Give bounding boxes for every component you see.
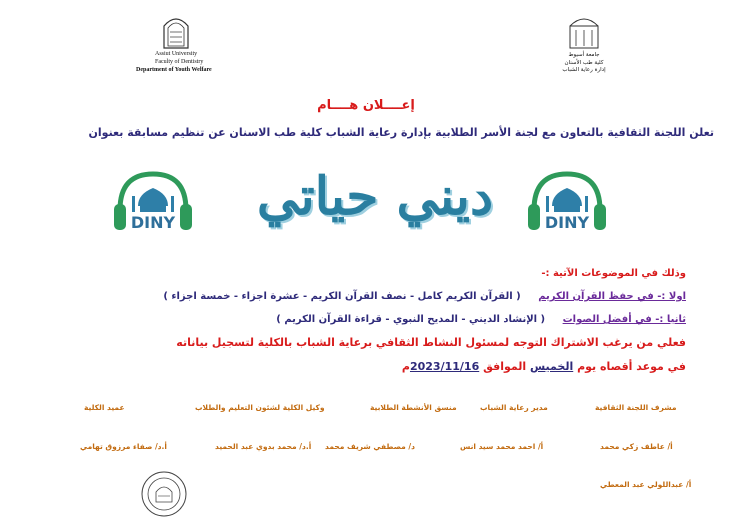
deadline-day: الخميس [529,360,574,373]
signature-name: أ/ احمد محمد سيد انس [460,442,544,451]
intro-text: تعلن اللجنة الثقافية بالتعاون مع لجنة الأسر الطلابية بإدارة رعاية الشباب كلية طب الاسنان عن تنظيم مسابقة بعنوان [88,126,714,139]
signature-name: د/ مصطفي شريف محمد [325,442,415,451]
signature-role: مدير رعاية الشباب [480,403,548,412]
header-right-text [548,52,620,75]
header-right-line: إدارة رعاية الشباب [562,67,606,73]
topic-item-1-detail: ( القرآن الكريم كامل - نصف القرآن الكريم - عشرة اجزاء - خمسة اجزاء ) [163,291,521,302]
signature-name: أ.د/ محمد بدوي عبد الحميد [215,442,312,451]
deadline-text [100,360,686,373]
university-logo-left [160,12,192,50]
signature-name: أ.د/ صفاء مرزوق تهامي [80,442,167,451]
deadline-mid: الموافق [483,360,527,373]
topic-item-1-label: اولا :- في حفظ القرآن الكريم [538,291,686,302]
diny-headphones-icon [522,168,612,238]
signature-role: مشرف اللجنة الثقافية [595,403,677,412]
topic-item-1 [40,291,686,302]
header-right-line: كلية طب الأسنان [564,59,604,66]
announcement-heading: إعــــلان هــــام [317,98,415,113]
deadline-prefix: في موعد أقصاه يوم [577,360,686,373]
header-left-text [136,50,250,74]
deadline-date: 2023/11/16 [409,360,480,373]
official-stamp-icon [140,470,188,518]
header-left-line: Assiut University [155,51,198,57]
header-right-line: جامعة أسيوط [568,52,600,58]
competition-title: ديني حياتي [256,166,494,227]
header-left-line: Department of Youth Welfare [136,67,212,73]
diny-logo-label: DINY [544,213,590,232]
topics-heading: وذلك في الموضوعات الآتية :- [541,268,686,279]
instruction-text: فعلي من يرغب الاشتراك التوجه لمسئول النشاط الثقافي برعاية الشباب بالكلية لتسجيل بياناته [176,336,686,349]
signature-role: عميد الكلية [84,403,125,412]
topic-item-2-detail: ( الإنشاد الديني - المديح النبوي - قراءة القرآن الكريم ) [276,314,546,325]
deadline-suffix: م [401,360,410,373]
diny-logo-label: DINY [130,213,176,232]
topic-item-2 [100,314,686,325]
topic-item-2-label: ثانيا :- في أفضل الصوات [562,314,686,325]
signature-name-extra: أ/ عبداللولي عبد المعطي [600,480,692,489]
signature-role: وكيل الكلية لشئون التعليم والطلاب [195,403,325,412]
header-left-line: Faculty of Dentistry [155,59,204,65]
signature-role: منسق الأنشطة الطلابية [370,403,457,412]
signature-name: أ/ عاطف زكي محمد [600,442,673,451]
university-logo-right [567,12,601,50]
diny-headphones-icon [108,168,198,238]
